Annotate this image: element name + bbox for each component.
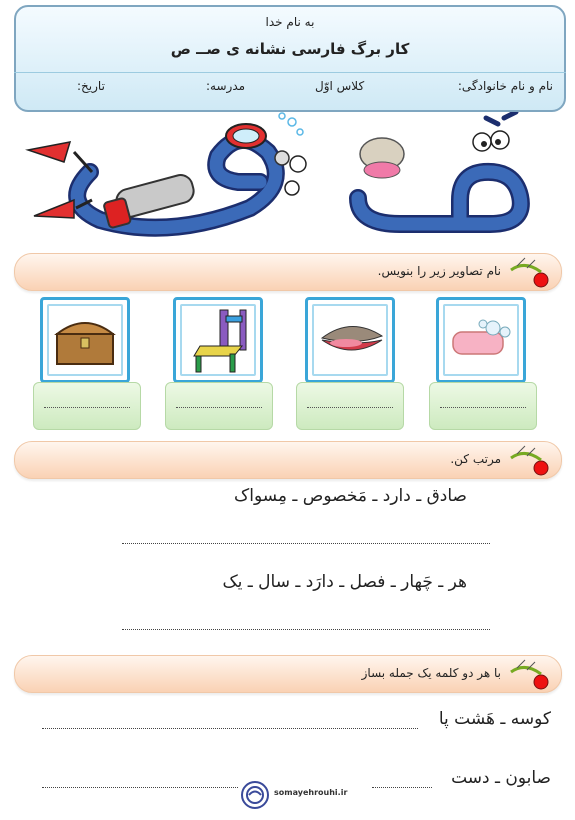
answer-line-sentence-2-left[interactable] — [42, 787, 238, 788]
oyster-icon — [316, 316, 386, 362]
pencil-dragonfly-icon — [507, 658, 553, 692]
answer-line-arrange-2[interactable] — [122, 629, 490, 630]
section-bar-make-sentence — [14, 655, 562, 693]
school-label: مدرسه: — [206, 79, 246, 93]
soap-icon — [447, 316, 517, 362]
section-label: مرتب کن. — [450, 452, 501, 466]
picture-card-chair — [173, 297, 263, 383]
arrange-words-1: صادق ـ دارد ـ مَخصوص ـ مِسواک — [234, 486, 467, 506]
diver-letter-icon — [28, 113, 306, 228]
chest-icon — [53, 312, 117, 368]
answer-box-soap[interactable] — [429, 382, 537, 430]
arrange-words-2: هر ـ چَهار ـ فصل ـ دارَد ـ سال ـ یک — [222, 572, 467, 592]
answer-line-sentence-1[interactable] — [42, 728, 418, 729]
answer-box-chest[interactable] — [33, 382, 141, 430]
section-label: با هر دو کلمه یک جمله بساز — [361, 666, 501, 680]
sentence-words-1: کوسه ـ هَشت پا — [438, 709, 551, 729]
site-url: somayehrouhi.ir — [274, 788, 348, 797]
pencil-dragonfly-icon — [507, 256, 553, 290]
date-label: تاریخ: — [77, 79, 105, 93]
answer-box-chair[interactable] — [165, 382, 273, 430]
answer-box-oyster[interactable] — [296, 382, 404, 430]
section-bar-arrange — [14, 441, 562, 479]
picture-card-chest — [40, 297, 130, 383]
chair-icon — [190, 306, 250, 374]
worksheet-header — [14, 5, 566, 112]
oyster-letter-icon — [358, 112, 521, 224]
answer-line-arrange-1[interactable] — [122, 543, 490, 544]
sentence-words-2: صابون ـ دست — [451, 768, 551, 788]
class-label: کلاس اوّل — [315, 79, 365, 93]
section-label: نام تصاویر زیر را بنویس. — [377, 264, 501, 278]
logo-emblem-icon — [240, 780, 270, 810]
picture-card-oyster — [305, 297, 395, 383]
pencil-dragonfly-icon — [507, 444, 553, 478]
letter-saad-banner — [20, 112, 560, 242]
bismillah-text: به نام خدا — [265, 15, 315, 29]
header-divider — [14, 72, 566, 73]
picture-card-soap — [436, 297, 526, 383]
student-name-label: نام و نام خانوادگی: — [457, 79, 553, 93]
worksheet-title: کار برگ فارسی نشانه ی صــ ص — [170, 40, 410, 58]
answer-line-sentence-2-right[interactable] — [372, 787, 432, 788]
site-logo — [240, 780, 370, 810]
section-bar-picture-names — [14, 253, 562, 291]
